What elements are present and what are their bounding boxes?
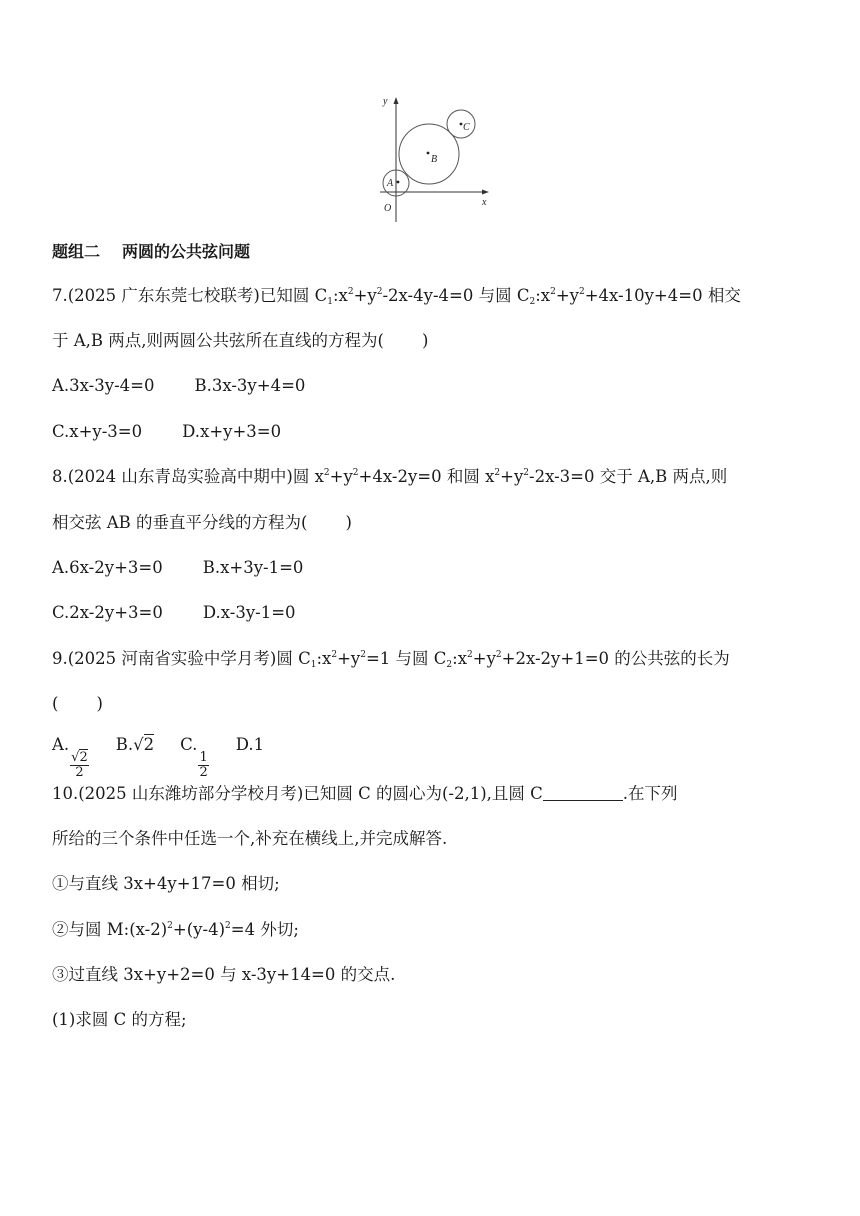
q8-exp: 2 — [494, 468, 501, 478]
y-axis-label: y — [383, 96, 388, 107]
q7-option-d: D.x+y+3=0 — [182, 422, 282, 441]
q9-option-b-value: 2 — [143, 735, 155, 754]
section-heading-title: 两圆的公共弦问题 — [122, 242, 251, 261]
q7-exp: 2 — [376, 287, 383, 297]
q8-options-row1 — [52, 560, 303, 577]
q10-line2: 所给的三个条件中任选一个,补充在横线上,并完成解答. — [52, 829, 448, 848]
q8-exp: 2 — [352, 468, 359, 478]
q10-line1 — [52, 786, 678, 803]
q9-c1-subscript: 1 — [310, 660, 317, 670]
q7-options-row1 — [52, 378, 305, 395]
q10-condition-3: ③过直线 3x+y+2=0 与 x-3y+14=0 的交点. — [52, 965, 396, 984]
q8-intro: 8.(2024 山东青岛实验高中期中)圆 x — [52, 467, 324, 486]
point-c-label: C — [463, 122, 470, 133]
q10-cond2-c: =4 外切; — [230, 920, 299, 939]
q7-options-row2 — [52, 424, 281, 441]
q9-option-a-fraction — [70, 751, 89, 779]
q7-option-a: A.3x-3y-4=0 — [52, 376, 155, 395]
center-b — [427, 152, 430, 155]
q8-eq2-c: -2x-3=0 交于 A,B 两点,则 — [529, 467, 728, 486]
q7-c2-eq-c: +4x-10y+4=0 相交 — [584, 286, 741, 305]
q7-c1-eq-c: -2x-4y-4=0 与圆 C — [382, 286, 530, 305]
q9-c1-eq-b: +y — [337, 649, 361, 668]
q9-option-c-label: C. — [180, 735, 198, 754]
q8-eq1-b: +y — [329, 467, 353, 486]
x-axis-label: x — [482, 197, 487, 208]
q9-close-paren: ) — [96, 694, 103, 713]
q7-line1 — [52, 288, 741, 305]
q9-option-d: D.1 — [235, 735, 265, 754]
q8-options-row2 — [52, 605, 296, 622]
q7-close-paren: ) — [421, 331, 429, 350]
q10-exp: 2 — [167, 921, 173, 931]
q7-option-b: B.3x-3y+4=0 — [194, 376, 306, 395]
q10-cond2-b: +(y-4) — [172, 920, 226, 939]
q7-intro: 7.(2025 广东东莞七校联考)已知圆 C — [52, 286, 328, 305]
q9-exp: 2 — [495, 650, 502, 660]
q9-option-b-label: B. — [115, 735, 134, 754]
q8-exp: 2 — [523, 468, 530, 478]
q8-option-b: B.x+3y-1=0 — [202, 558, 304, 577]
q7-option-c: C.x+y-3=0 — [52, 422, 143, 441]
q7-exp: 2 — [347, 287, 354, 297]
q9-exp: 2 — [467, 650, 473, 660]
q9-line2 — [52, 696, 103, 713]
q9-c1-eq-c: =1 与圆 C — [365, 649, 447, 668]
q7-c2-subscript: 2 — [529, 297, 536, 307]
q9-c2-subscript: 2 — [446, 660, 453, 670]
q9-option-a-numerator: 2 — [79, 750, 88, 765]
q9-option-c-denominator: 2 — [199, 764, 208, 780]
q8-line1 — [52, 469, 727, 486]
q7-c1-eq-b: +y — [353, 286, 377, 305]
q9-open-paren: ( — [52, 694, 59, 713]
x-axis-arrow — [482, 190, 489, 195]
q8-exp: 2 — [323, 468, 330, 478]
q10-blank — [543, 786, 623, 801]
q7-c2-eq-b: +y — [555, 286, 579, 305]
q9-exp: 2 — [331, 650, 338, 660]
circles-figure — [372, 92, 502, 228]
q9-option-a-denominator: 2 — [75, 764, 84, 780]
q7-c1-subscript: 1 — [327, 297, 333, 307]
q8-option-a: A.6x-2y+3=0 — [52, 558, 163, 577]
q9-c2-eq-a: :x — [452, 649, 468, 668]
q7-exp: 2 — [578, 287, 585, 297]
q7-exp: 2 — [550, 287, 556, 297]
q9-c2-eq-b: +y — [472, 649, 496, 668]
q7-c1-eq-a: :x — [332, 286, 348, 305]
q9-c2-eq-c: +2x-2y+1=0 的公共弦的长为 — [501, 649, 730, 668]
q10-condition-2 — [52, 922, 299, 939]
q10-subquestion-1: (1)求圆 C 的方程; — [52, 1010, 187, 1029]
q8-eq1-c: +4x-2y=0 和圆 x — [358, 467, 495, 486]
q8-option-d: D.x-3y-1=0 — [202, 603, 296, 622]
q9-options — [52, 737, 264, 779]
point-a-label: A — [387, 178, 394, 189]
q7-c2-eq-a: :x — [535, 286, 551, 305]
q10-after-blank: .在下列 — [622, 784, 678, 803]
q10-cond2-a: ②与圆 M:(x-2) — [52, 920, 168, 939]
q8-line2 — [52, 515, 352, 532]
q9-exp: 2 — [360, 650, 366, 660]
q8-close-paren: ) — [345, 513, 352, 532]
section-heading — [52, 244, 250, 260]
origin-label: O — [384, 203, 392, 214]
q9-option-a-label: A. — [52, 735, 70, 754]
q9-intro: 9.(2025 河南省实验中学月考)圆 C — [52, 649, 311, 668]
point-b-label: B — [431, 154, 438, 165]
q9-line1 — [52, 651, 730, 668]
y-axis-arrow — [394, 97, 399, 104]
q7-line2 — [52, 333, 428, 350]
circles-diagram — [372, 92, 502, 228]
sqrt-icon: √ — [71, 750, 80, 765]
q8-eq2-b: +y — [500, 467, 524, 486]
q7-question: 于 A,B 两点,则两圆公共弦所在直线的方程为( — [52, 331, 384, 350]
center-c — [460, 123, 463, 126]
q8-option-c: C.2x-2y+3=0 — [52, 603, 163, 622]
q9-option-c-fraction — [198, 751, 208, 779]
section-heading-group: 题组二 — [52, 242, 101, 261]
q10-intro: 10.(2025 山东潍坊部分学校月考)已知圆 C 的圆心为(-2,1),且圆 C — [52, 784, 543, 803]
q9-c1-eq-a: :x — [316, 649, 332, 668]
q10-condition-1: ①与直线 3x+4y+17=0 相切; — [52, 874, 280, 893]
sqrt-icon: √ — [133, 735, 144, 754]
q9-option-c-numerator: 1 — [199, 750, 208, 765]
center-a — [397, 181, 400, 184]
q10-exp: 2 — [225, 921, 231, 931]
q8-question: 相交弦 AB 的垂直平分线的方程为( — [52, 513, 308, 532]
